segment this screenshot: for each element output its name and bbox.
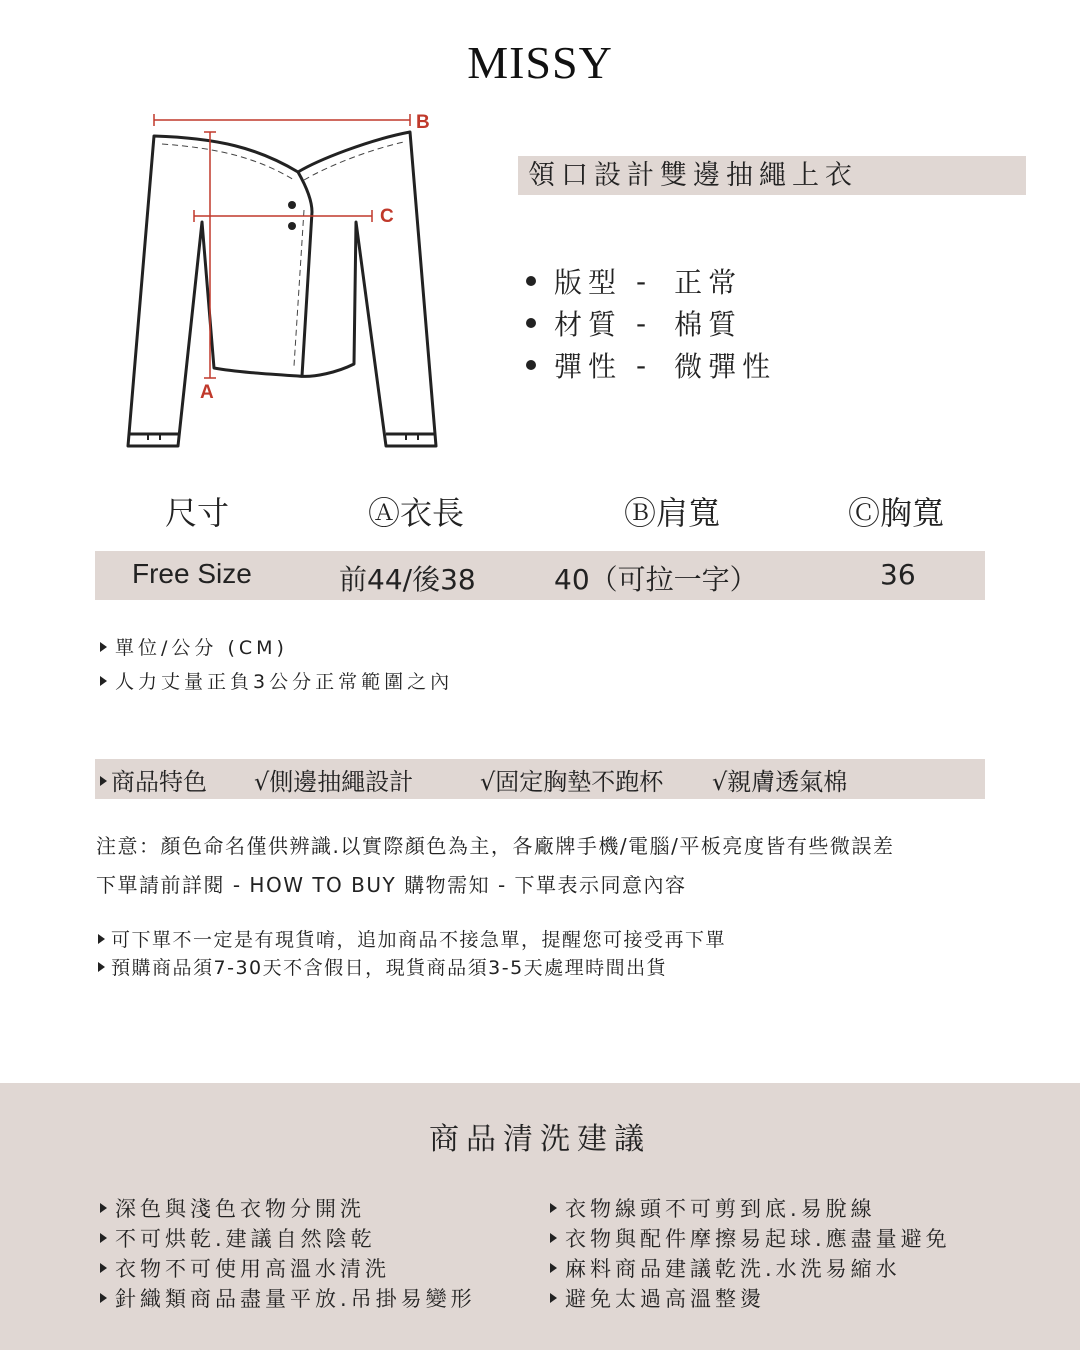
attribute-name: 版型 bbox=[554, 266, 623, 299]
preorder-note bbox=[98, 925, 726, 952]
wash-text: 衣物不可使用高溫水清洗 bbox=[115, 1257, 390, 1281]
triangle-bullet-icon bbox=[550, 1233, 557, 1243]
triangle-bullet-icon bbox=[100, 1233, 107, 1243]
wash-text: 不可烘乾.建議自然陰乾 bbox=[115, 1227, 376, 1251]
wash-item bbox=[550, 1253, 901, 1283]
attribute-value: 棉質 bbox=[674, 308, 743, 341]
note-tolerance bbox=[100, 667, 453, 694]
features-label bbox=[100, 762, 207, 797]
dash-separator: - bbox=[636, 306, 653, 340]
note-text: 人力丈量正負3公分正常範圍之內 bbox=[115, 671, 454, 693]
triangle-bullet-icon bbox=[100, 1203, 107, 1213]
label-b: B bbox=[416, 112, 430, 133]
dash-separator: - bbox=[636, 348, 653, 382]
size-header-length: Ⓐ衣長 bbox=[368, 494, 465, 532]
bullet-icon bbox=[526, 318, 536, 328]
attribute-name: 材質 bbox=[554, 308, 623, 341]
wash-text: 衣物與配件摩擦易起球.應盡量避免 bbox=[565, 1227, 951, 1251]
size-header-shoulder: Ⓑ肩寬 bbox=[624, 494, 721, 532]
wash-item bbox=[550, 1223, 951, 1253]
preorder-text: 預購商品須7-30天不含假日，現貨商品須3-5天處理時間出貨 bbox=[111, 957, 668, 979]
size-cell-size: Free Size bbox=[132, 558, 252, 589]
note-text: 單位/公分 (CM) bbox=[115, 637, 288, 659]
triangle-bullet-icon bbox=[100, 676, 107, 686]
attribute-name: 彈性 bbox=[554, 350, 623, 383]
wash-text: 衣物線頭不可剪到底.易脫線 bbox=[565, 1197, 876, 1221]
label-c: C bbox=[380, 206, 394, 227]
triangle-bullet-icon bbox=[100, 1293, 107, 1303]
wash-text: 針織類商品盡量平放.吊掛易變形 bbox=[115, 1287, 476, 1311]
wash-text: 深色與淺色衣物分開洗 bbox=[115, 1197, 365, 1221]
attribute-item bbox=[526, 260, 776, 302]
wash-item bbox=[100, 1253, 390, 1283]
bullet-icon bbox=[526, 276, 536, 286]
wash-item bbox=[550, 1193, 876, 1223]
attribute-value: 正常 bbox=[674, 266, 743, 299]
triangle-bullet-icon bbox=[550, 1293, 557, 1303]
wash-item bbox=[100, 1283, 476, 1313]
attribute-item bbox=[526, 344, 776, 386]
preorder-text: 可下單不一定是有現貨唷，追加商品不接急單，提醒您可接受再下單 bbox=[111, 929, 727, 951]
button-1 bbox=[288, 201, 296, 209]
dash-separator: - bbox=[636, 264, 653, 298]
brand-logo: MISSY bbox=[467, 37, 613, 88]
feature-item: √側邊抽繩設計 bbox=[254, 768, 414, 796]
triangle-bullet-icon bbox=[98, 962, 105, 972]
wash-item bbox=[100, 1193, 365, 1223]
feature-item: √親膚透氣棉 bbox=[712, 768, 848, 796]
warning-line-2: 下單請前詳閱 - HOW TO BUY 購物需知 - 下單表示同意內容 bbox=[96, 873, 687, 897]
bullet-icon bbox=[526, 360, 536, 370]
attribute-list bbox=[526, 260, 776, 386]
label-a: A bbox=[200, 382, 214, 403]
feature-item: √固定胸墊不跑杯 bbox=[480, 768, 664, 796]
button-2 bbox=[288, 222, 296, 230]
warning-line-1: 注意：顏色命名僅供辨識.以實際顏色為主，各廠牌手機/電腦/平板亮度皆有些微誤差 bbox=[96, 834, 895, 858]
garment-outline bbox=[128, 132, 436, 446]
features-label-text: 商品特色 bbox=[111, 768, 207, 796]
triangle-bullet-icon bbox=[100, 642, 107, 652]
attribute-value: 微彈性 bbox=[674, 350, 777, 383]
triangle-bullet-icon bbox=[98, 934, 105, 944]
wash-text: 麻料商品建議乾洗.水洗易縮水 bbox=[565, 1257, 901, 1281]
wash-title: 商品清洗建議 bbox=[429, 1122, 651, 1157]
size-header-size: 尺寸 bbox=[165, 494, 230, 532]
triangle-bullet-icon bbox=[100, 776, 107, 786]
size-cell-shoulder: 40（可拉一字） bbox=[554, 563, 758, 596]
wash-item bbox=[100, 1223, 376, 1253]
product-title: 領口設計雙邊抽繩上衣 bbox=[518, 156, 1026, 195]
wash-item bbox=[550, 1283, 765, 1313]
triangle-bullet-icon bbox=[100, 1263, 107, 1273]
preorder-note bbox=[98, 953, 667, 980]
note-unit bbox=[100, 633, 288, 660]
triangle-bullet-icon bbox=[550, 1203, 557, 1213]
size-cell-chest: 36 bbox=[880, 558, 916, 591]
attribute-item bbox=[526, 302, 776, 344]
garment-diagram bbox=[118, 100, 458, 470]
triangle-bullet-icon bbox=[550, 1263, 557, 1273]
size-header-chest: Ⓒ胸寬 bbox=[848, 494, 945, 532]
wash-text: 避免太過高溫整燙 bbox=[565, 1287, 765, 1311]
size-cell-length: 前44/後38 bbox=[339, 563, 476, 596]
